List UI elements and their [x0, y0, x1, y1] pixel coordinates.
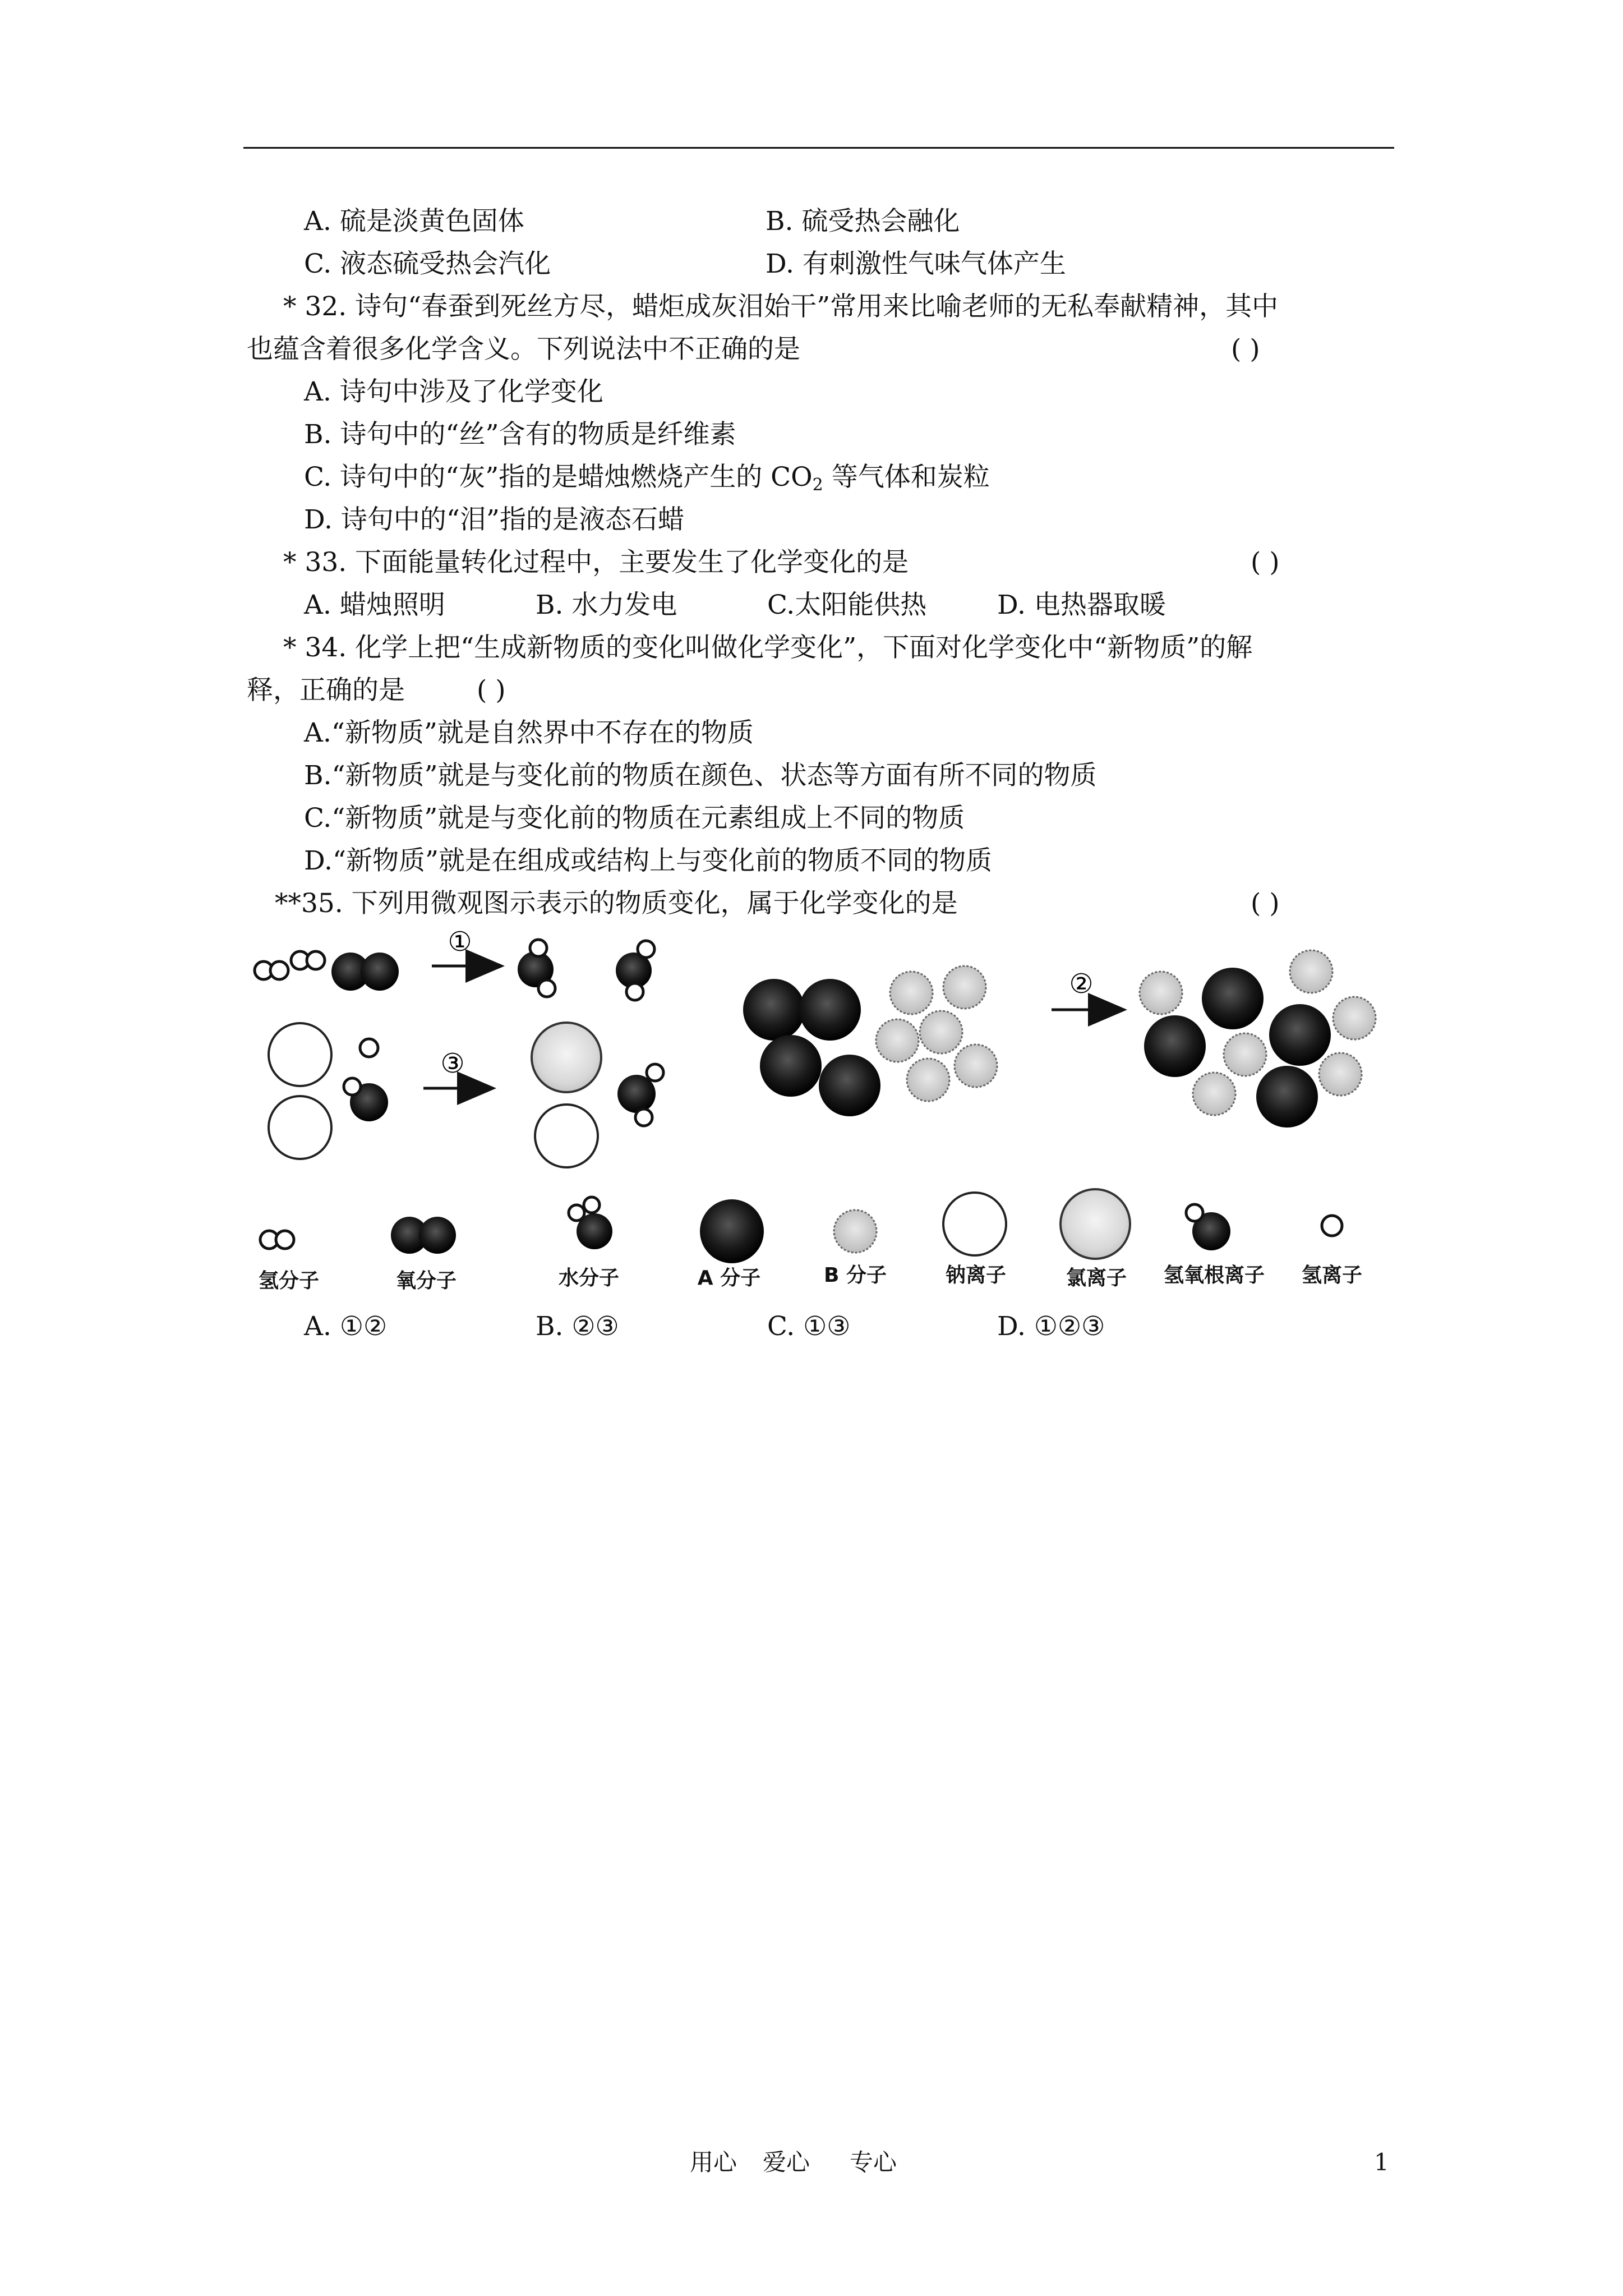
arrow-3-label: ③ [440, 1048, 465, 1079]
mixture-group [1140, 950, 1376, 1128]
q35-answer-blank: ( ) [1251, 888, 1280, 919]
a-molecule-icon [819, 1055, 880, 1116]
sodium-ion-icon [535, 1105, 598, 1167]
legend-hydrogen-ion-icon [1322, 1216, 1342, 1236]
b-molecule-icon [1224, 1033, 1266, 1076]
q34-answer-blank: ( ) [477, 675, 506, 706]
a-molecules-group [743, 979, 880, 1116]
q33-option-a: A. 蜡烛照明 [304, 590, 445, 620]
q34-stem-line1: * 34. 化学上把“生成新物质的变化叫做化学变化”，下面对化学变化中“新物质”的解 [283, 632, 1253, 663]
sodium-ion-icon [269, 1096, 331, 1159]
legend-label: 氢离子 [1301, 1264, 1363, 1287]
a-molecule-icon [1269, 1004, 1331, 1066]
a-molecule-icon [760, 1035, 822, 1097]
q31-option-c: C. 液态硫受热会汽化 [304, 249, 551, 279]
q33-stem: * 33. 下面能量转化过程中，主要发生了化学变化的是 [283, 547, 909, 578]
b-molecule-icon [955, 1045, 997, 1087]
micro-diagram [247, 926, 1402, 1307]
q35-option-b: B. ②③ [536, 1311, 619, 1342]
legend-label: 氯离子 [1066, 1267, 1127, 1290]
a-molecule-icon [743, 979, 805, 1041]
q31-option-a: A. 硫是淡黄色固体 [304, 206, 524, 237]
page-number: 1 [1374, 2148, 1389, 2176]
b-molecule-icon [1290, 950, 1332, 993]
q35-option-a: A. ①② [304, 1311, 388, 1342]
q35-stem: **35. 下列用微观图示表示的物质变化，属于化学变化的是 [275, 888, 958, 919]
q32-option-d: D. 诗句中的“泪”指的是液态石蜡 [304, 504, 684, 535]
legend-hydroxide-ion-icon [1186, 1204, 1230, 1250]
b-molecule-icon [1193, 1073, 1235, 1115]
legend-label: 氢分子 [258, 1269, 320, 1292]
water-molecule-icon [518, 940, 555, 997]
header-rule [243, 147, 1394, 149]
arrow-2-label: ② [1069, 968, 1094, 1000]
b-molecule-icon [920, 1011, 962, 1053]
legend [259, 1189, 1362, 1292]
legend-chloride-ion-icon [1061, 1189, 1130, 1259]
q33-option-c: C.太阳能供热 [767, 590, 927, 620]
q32-stem-line2: 也蕴含着很多化学含义。下列说法中不正确的是 [247, 334, 800, 365]
a-molecule-icon [1256, 1066, 1318, 1128]
reaction-1 [255, 926, 654, 1000]
legend-label: 水分子 [558, 1267, 620, 1290]
q32-option-b: B. 诗句中的“丝”含有的物质是纤维素 [304, 419, 736, 450]
b-molecule-icon [943, 966, 986, 1009]
legend-a-molecule-icon [700, 1199, 764, 1263]
hydroxide-ion-icon [344, 1078, 388, 1121]
chloride-ion-icon [532, 1023, 601, 1092]
b-molecule-icon [1140, 972, 1182, 1014]
q35-option-c: C. ①③ [767, 1311, 851, 1342]
legend-label: 钠离子 [945, 1264, 1007, 1287]
legend-sodium-ion-icon [943, 1193, 1006, 1255]
q35-option-d: D. ①②③ [997, 1311, 1105, 1342]
legend-label: 氢氧根离子 [1163, 1264, 1265, 1287]
q34-option-c: C.“新物质”就是与变化前的物质在元素组成上不同的物质 [304, 803, 965, 834]
arrow-1-label: ① [448, 926, 472, 958]
footer-text: 爱心 [763, 2148, 810, 2176]
footer-text: 专心 [850, 2148, 897, 2176]
b-molecule-icon [1319, 1053, 1362, 1096]
a-molecule-icon [799, 979, 861, 1041]
legend-label: B 分子 [824, 1264, 887, 1287]
hydrogen-ion-icon [360, 1039, 378, 1057]
b-molecule-icon [876, 1019, 919, 1062]
water-molecule-icon [616, 941, 654, 1000]
b-molecule-icon [890, 972, 933, 1014]
b-molecule-icon [907, 1059, 949, 1101]
q33-option-b: B. 水力发电 [536, 590, 677, 620]
q33-option-d: D. 电热器取暖 [997, 590, 1166, 620]
b-molecule-icon [1333, 997, 1376, 1039]
q32-stem-line1: * 32. 诗句“春蚕到死丝方尽，蜡炬成灰泪始干”常用来比喻老师的无私奉献精神，其中 [283, 291, 1279, 322]
q32-option-a: A. 诗句中涉及了化学变化 [304, 376, 603, 407]
reaction-3 [269, 1023, 663, 1167]
q32-answer-blank: ( ) [1231, 334, 1260, 365]
reaction-2 [743, 950, 1376, 1128]
sodium-ion-icon [269, 1023, 331, 1086]
legend-oxygen-molecule-icon [391, 1217, 456, 1254]
b-molecules-group [876, 966, 997, 1101]
oxygen-molecule-icon [331, 953, 399, 991]
water-molecule-icon [617, 1064, 663, 1126]
q34-stem-line2: 释，正确的是 [247, 675, 405, 706]
hydrogen-molecule-icon [255, 951, 325, 979]
legend-label: 氧分子 [395, 1269, 457, 1292]
legend-b-molecule-icon [834, 1210, 877, 1253]
q34-option-a: A.“新物质”就是自然界中不存在的物质 [304, 717, 754, 748]
legend-hydrogen-molecule-icon [260, 1231, 294, 1249]
q33-answer-blank: ( ) [1251, 547, 1280, 578]
a-molecule-icon [1144, 1015, 1206, 1077]
footer-text: 用心 [690, 2148, 737, 2176]
legend-water-molecule-icon [569, 1197, 612, 1249]
q34-option-b: B.“新物质”就是与变化前的物质在颜色、状态等方面有所不同的物质 [304, 760, 1097, 791]
a-molecule-icon [1202, 968, 1264, 1029]
legend-label: A 分子 [697, 1267, 761, 1290]
q34-option-d: D.“新物质”就是在组成或结构上与变化前的物质不同的物质 [304, 845, 993, 876]
q31-option-b: B. 硫受热会融化 [766, 206, 960, 237]
q32-option-c: C. 诗句中的“灰”指的是蜡烛燃烧产生的 $CO_2$ 等气体和炭粒 [304, 462, 990, 495]
q31-option-d: D. 有刺激性气味气体产生 [766, 249, 1066, 279]
